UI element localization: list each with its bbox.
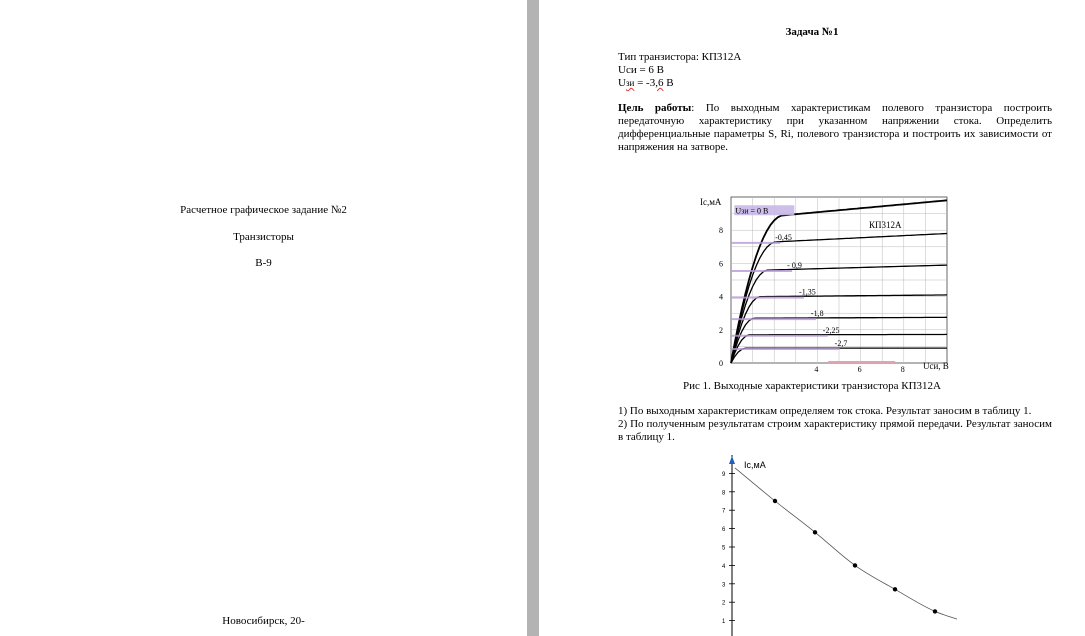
- data-point: [893, 587, 897, 591]
- y-tick-label: 2: [719, 325, 723, 335]
- step-one: 1) По выходным характеристикам определяем ток стока. Результат заносим в таблицу 1.: [618, 405, 1032, 417]
- data-point: [813, 530, 817, 534]
- y-tick-label: 4: [722, 563, 726, 570]
- series-label: -1,35: [799, 287, 816, 297]
- subject-title: Транзисторы: [233, 231, 294, 243]
- variant-label: В-9: [255, 257, 272, 269]
- y-tick-label: 0: [719, 359, 723, 368]
- y-tick-label: 1: [722, 619, 726, 626]
- transfer-curve: [735, 468, 957, 624]
- output-characteristics-chart: [697, 193, 953, 373]
- title-page: [0, 0, 527, 636]
- y-tick-label: 2: [722, 600, 726, 607]
- data-point: [773, 499, 777, 503]
- footer-city: Новосибирск, 20-: [222, 615, 305, 627]
- step-two: 2) По полученным результатам строим характеристику прямой передачи. Результат заносим в таблицу 1.: [618, 418, 1052, 443]
- series-label: -2,7: [834, 339, 848, 349]
- data-point: [933, 609, 937, 613]
- series-label: -0,45: [775, 232, 792, 242]
- u-zi-value: Uзи = -3,6 В: [618, 77, 674, 89]
- u-si-value: Uси = 6 В: [618, 64, 665, 76]
- y-tick-label: 6: [722, 527, 726, 534]
- y-axis-arrow-icon: [729, 456, 735, 464]
- x-tick-label: 4: [814, 365, 819, 373]
- figure-caption: Рис 1. Выходные характеристики транзистора КП312А: [683, 380, 941, 392]
- y-tick-label: 3: [722, 582, 726, 589]
- y-tick-label: 9: [722, 471, 726, 478]
- task-heading: Задача №1: [785, 26, 839, 38]
- y-tick-label: 8: [719, 226, 723, 236]
- y-tick-label: 8: [722, 490, 726, 497]
- series-label: - 0,9: [787, 261, 802, 271]
- goal-paragraph: Цель работы: По выходным характеристикам полевого транзистора построить передаточную характеристику при указанном напряжении стока. Определить дифференциальные параметры S, Ri, полевого транзистора и построить их зависимости от напряжения на затворе.: [618, 102, 1053, 153]
- transfer-characteristic-chart: [717, 455, 957, 636]
- page-gap: [527, 0, 539, 636]
- x-tick-label: 8: [900, 365, 905, 373]
- data-point: [853, 563, 857, 567]
- y-axis-label: Ic,мА: [700, 197, 722, 207]
- series-label: -2,25: [822, 325, 840, 335]
- y-tick-label: 4: [719, 292, 723, 302]
- chart-annotation: КП312А: [869, 220, 902, 230]
- transistor-type: Тип транзистора: КП312А: [618, 51, 742, 63]
- y-tick-label: 5: [722, 545, 726, 552]
- series-label: -1,8: [810, 309, 824, 319]
- task-page: [539, 0, 1085, 636]
- x-axis-label: Uси, В: [923, 361, 949, 371]
- y-tick-label: 7: [722, 508, 726, 515]
- y-tick-label: 6: [719, 259, 723, 269]
- assignment-title: Расчетное графическое задание №2: [180, 204, 347, 216]
- series-label: Uзи = 0 В: [735, 206, 769, 216]
- x-tick-label: 6: [857, 365, 862, 373]
- y-axis-label: Ic,мА: [744, 460, 766, 470]
